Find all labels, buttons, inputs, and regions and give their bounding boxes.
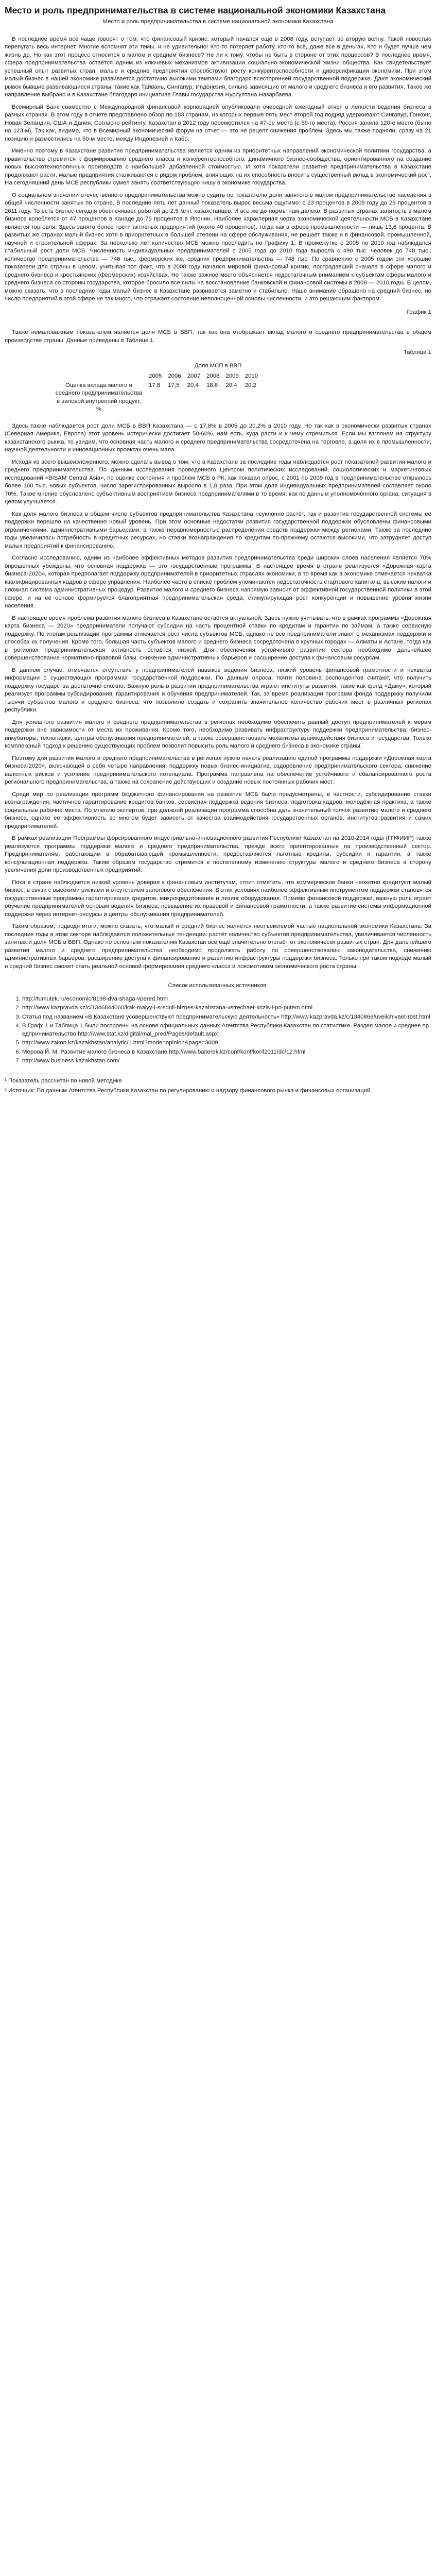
- footnote: ¹ Показатель рассчитан по новой методике: [5, 1077, 122, 1084]
- reference-item[interactable]: 1. http://tumutek.ru/economic/8198-dva-shaga-vpered.html: [22, 995, 431, 1004]
- table-value-cell: 17,8: [149, 382, 161, 388]
- table-value-cell: 20,2: [245, 382, 256, 388]
- table-year-cell: 2008: [206, 373, 220, 379]
- reference-item[interactable]: 5. http://www.zakon.kz/kazakhstan/analytic/1.html?mode=opinion&page=3009: [22, 1039, 431, 1047]
- table-year-cell: 2005: [149, 373, 162, 379]
- gdp-share-table: [52, 372, 261, 414]
- body-paragraph: Таким образом, подводя итоги, можно сказать, что малый и средний бизнес является неотъемлемой частью национальной экономики Казахстана. За последние годы в этом секторе наблюдаются положительные тенденции: растёт количество субъектов предпринимательства, увеличивается численность занятых и доля МСБ в ВВП. Однако по основным показателям Казахстан всё ещё значительно отстаёт от экономически развитых стран. Для дальнейшего развития малого и среднего предпринимательства необходимо продолжать работу по совершенствованию законодательства, снижению административных барьеров, расширению доступа к финансированию и развитию инфраструктуры поддержки бизнеса. Только при таком подходе малый и средний бизнес сможет стать реальной основой формирования среднего класса и локомотивом экономического роста страны.: [5, 923, 431, 970]
- body-paragraph: Исходя из всего вышеизложенного, можно сделать вывод о том, что в Казахстане за последние годы наблюдается рост показателей развития малого и среднего предпринимательства. По данным исследования проведённого Центром политических исследований, социологических и маркетинговых исследований «BISAM Central Asia», по оценке состояния и проблем МСБ в РК, как показал опрос, с 2001 по 2009 год в предпринимательстве открылось более 100 тыс. новых субъектов, число зарегистрированных выросло в 1,8 раза. При этом доля индивидуальных предпринимателей составляет около 70%. Такое мнение обусловлено субъективным восприятием бизнеса предпринимателями в то время, как по данным уполномоченного органа, ситуация в целом улучшается.: [5, 459, 431, 505]
- body-paragraph: В рамках реализации Программы форсированного индустриально-инновационного развития Республики Казахстан на 2010-2014 годы (ГПФИИР) также реализуются программы поддержки малого и среднего предпринимательства, прежде всего ориентированные на производственный сектор. Предпринимателям, работающим в обрабатывающей промышленности, предоставляются льготные кредиты, субсидии и гарантии, а также консультационная поддержка. Таким образом государство стремится к постепенному изменению структуры малого и среднего бизнеса в сторону увеличения доли производственных предприятий.: [5, 835, 431, 873]
- references-heading: Список использованных источников:: [168, 982, 268, 989]
- table-row: [52, 381, 261, 414]
- body-section-a: [5, 36, 431, 303]
- body-section-c: [5, 422, 431, 971]
- body-section-b: [5, 329, 431, 345]
- reference-item[interactable]: 4. В Граф: 1 и Таблица 1 были построены на основе официальных данных Агентства Республики Казахстан по статистике. Раздел малое и среднее предпринимательство http://www.stat.kz/digital/mal_pred/Pages/default.aspx: [22, 1022, 431, 1038]
- table-year-cell: 2007: [187, 373, 201, 379]
- table-value-cell: 20,4: [187, 382, 199, 388]
- body-paragraph: Пока в стране наблюдается низкий уровень доверия к финансовым институтам, стоит отметить, что коммерческие банки неохотно кредитуют малый бизнес, в связи с высокими рисками и отсутствием залогового обеспечения. В этих условиях наиболее эффективным инструментом поддержки становятся государственные программы гарантирования кредитов, микрокредитование и лизинг оборудования. Помимо финансовой поддержки, важную роль играет обучение предпринимателей основам ведения бизнеса, повышение их правовой и финансовой грамотности, а также развитие системы информационной поддержки через интернет-ресурсы и центры обслуживания предпринимателей.: [5, 879, 431, 918]
- body-paragraph: Как доля малого бизнеса в общем числе субъектов предпринимательства Казахстана неуклонно растёт, так и развитие государственной системы её поддержки перешло на качественно новый уровень. При этом основные недостатки развития государственной поддержки обусловлены финансовыми ограничениями, административными барьерами, а также неравномерностью распределения средств поддержки между регионами. Также за последние годы увеличилась потребность в кредитных ресурсах, но ставки вознаграждения по кредитам по-прежнему остаются высокими, что затрудняет доступ малых предприятий к финансированию.: [5, 511, 431, 549]
- references-list: [5, 995, 431, 1065]
- table-corner-cell: [52, 372, 146, 381]
- body-paragraph: Именно поэтому в Казахстане развитие предпринимательства является одним из приоритетных направлений экономической политики государства, а правительство стремится к формированию среднего класса и конкурентоспособного, динамичного бизнес-сообщества, ориентированного на создание новых высокотехнологичных производств с наибольшей добавленной стоимостью. И хотя показатели развития предпринимательства в Казахстане продолжают расти, малые предприятия сталкиваются с рядом проблем, влияющих на их способность вносить существенный вклад в экономический рост. На сегодняшний день МСБ республики сумел занять соответствующую нишу в экономике государства.: [5, 148, 431, 186]
- table-year-cell: 2010: [245, 373, 258, 379]
- chart-caption: График 1: [406, 309, 431, 315]
- table-year-cell: 2006: [168, 373, 181, 379]
- body-paragraph: В настоящее время проблема развития малого бизнеса в Казахстане остаётся актуальной. Здесь нужно учитывать, что в рамках программы «Дорожная карта бизнеса — 2020» предприниматели получают субсидии на часть процентной ставки по кредитам и гарантии по займам, а также сервисную поддержку. По итогам реализации программы отмечается рост числа субъектов МСБ, однако не все предприниматели знают о механизмах поддержки и способах их получения. Кроме того, большая часть субъектов малого и среднего бизнеса сосредоточена в крупных городах — Алматы и Астане, тогда как в регионах предпринимательская активность остаётся низкой. Для обеспечения устойчивого развития сектора необходимо дальнейшее совершенствование нормативно-правовой базы, снижение административных барьеров и расширение доступа к финансовым ресурсам.: [5, 615, 431, 661]
- body-paragraph: Для успешного развития малого и среднего предпринимательства в регионах необходимо обеспечить равный доступ предпринимателей к мерам поддержки вне зависимости от места их проживания. Кроме того, необходимо развивать инфраструктуру поддержки предпринимательства: бизнес-инкубаторы, технопарки, центры обслуживания предпринимателей, а также совершенствовать механизмы взаимодействия бизнеса и государства. Только комплексный подход к решению существующих проблем позволит повысить роль малого и среднего бизнеса в экономике страны.: [5, 719, 431, 749]
- reference-item[interactable]: 3. Статья под названием «В Казахстане усовершенствуют предпринимательскую деятельность» http://www.kazpravda.kz/c/1340866/uvelichivaet-rost.html: [22, 1013, 431, 1022]
- table-value-cell: 17,5: [168, 382, 180, 388]
- body-paragraph: В последнее время все чаще говорят о том, что финансовый кризис, который начался ещё в 2008 году, вступает во вторую волну. Такой новостью перепугать весь интернет. Многие вспомнят эти темы, и не удивительно! Кто-то потеряет работу, кто-то всё, даже все в деньгах, Кто и будет лучше чем жизнь до. Но как этот процесс относится в малом и среднем бизнесе? Не ли к тому, чтобы не быть в стороне от этих процессов? В последнее время, сфера предпринимательства остаётся одним из ключевых механизмов активизации социально-экономической жизни общества. Как свидетельствует успешный опыт развитых стран, малые и средние предприятия способствуют росту конкурентоспособности и диверсификации экономики. При этом малый бизнес в нашей экономике развивается достаточно высокими темпами благодаря всесторонней государственной поддержке. Дают экономический рывок бывшие развивающиеся страны, такие как Тайвань, Сингапур, Индонезия, сильно зависящие от малого и среднего бизнеса и его развития. Такое же направление выбрано и в Казахстане благодаря инициативе Главы государства Нурсултана Назарбаева.: [5, 36, 431, 98]
- table-row-label: Оценка вклада малого и среднего предпринимательства в валовой внутренний продукт, %: [55, 382, 143, 412]
- table-year-cell: 2009: [225, 373, 239, 379]
- body-paragraph: Согласно исследованию, одним из наиболее эффективных методов развития предпринимательства среди широких слоёв населения является 70% опрошенных убеждены, что основная поддержка — это государственные программы. В настоящее время в стране реализуется «Дорожная карта бизнеса-2020», которая предполагает поддержку предпринимателей в приоритетных отраслях экономики, в то время как в экономике отмечается нехватка квалифицированных кадров в сфере управления. Наиболее часто в списке проблем упоминаются недостаточность стартового капитала, высокие налоги и сложная система административных процедур. Развитие малого и среднего бизнеса напрямую зависит от эффективной государственной политики в этой сфере, и на её основе формируется благоприятная предпринимательская среда, стимулирующая рост конкуренции и повышение уровня жизни населения.: [5, 555, 431, 609]
- body-paragraph: Поэтому для развития малого и среднего предпринимательства в регионах нужно начать реализацию единой программы поддержки «Дорожная карта бизнеса-2020», включающей в себя четыре направления: поддержку новых бизнес-инициатив, оздоровление предпринимательского сектора, снижение валютных рисков и усиление предпринимательского потенциала. Программа направлена на обеспечение устойчивого и сбалансированного роста регионального предпринимательства, а также на сохранение действующих и создание новых постоянных рабочих мест.: [5, 755, 431, 785]
- table-header-row: [52, 372, 261, 381]
- body-paragraph: Среди мер по реализации программ бюджетного финансирования на развитие МСБ были предусмотрены, в частности, субсидирование ставки вознаграждения, частичное гарантирование кредитов банков, сервисная поддержка ведения бизнеса, подготовка кадров, молодёжная практика, а также социальные рабочие места. По мнению экспертов, при должной реализации программа способна дать значительный толчок развитию малого и среднего бизнеса, однако её эффективность во многом будет зависеть от качества взаимодействия государственных органов, институтов развития и самих предпринимателей.: [5, 791, 431, 829]
- footnote: ² Источник: По данным Агентства Республики Казахстан по регулированию и надзору финансового рынка и финансовых организаций.: [5, 1088, 372, 1094]
- table-value-cell: 20,4: [225, 382, 237, 388]
- reference-item[interactable]: 7. http://www.business.kazakhstan.com/: [22, 1057, 431, 1065]
- article-page: [0, 0, 436, 1118]
- table-title: Доля МСП в ВВП: [194, 362, 242, 369]
- footnotes: [5, 1077, 431, 1095]
- body-paragraph: Всемирный Банк совместно с Международной финансовой корпорацией опубликовали очередной ежегодный отчет о легкости ведения бизнеса в разных странах. В этом году в отчете представлено обзор по 183 странам, из которых первые пять мест второй год подряд удерживают Сингапур, Гонконг, Новая Зеландия, США и Дания. Согласно рейтингу, Казахстан в 2012 году переместился на 47-ое место (с 59-го места), Россия заняла 120-е место (было на 123-м), Так как, видимо, что в Всемирный экономический форум на отчет — это не рецепт снижения проблем. Здесь мы также подняли, сразу на 21 позицию и разместились на 50-м месте, между Индонезией и Кабо.: [5, 104, 431, 142]
- table-value-cell: 18,6: [206, 382, 218, 388]
- table-caption: Таблица 1: [403, 349, 431, 355]
- body-paragraph: В данном случае, отмечается отсутствие у предпринимателей навыков ведения бизнеса, низкий уровень финансовой грамотности и нехватка информации о существующих программах государственной поддержки. По данным опроса, почти половина респондентов считают, что получить поддержку государства достаточно сложно. Важную роль в развитии предпринимательства играют институты развития, такие как фонд «Даму», который реализует программы субсидирования, гарантирования и обучения предпринимателей. Так, за время реализации программ фонда поддержку получили тысячи субъектов малого и среднего бизнеса, что позволило создать и сохранить значительное количество рабочих мест в различных регионах республики.: [5, 667, 431, 713]
- body-paragraph: Здесь также наблюдается рост доли МСБ в ВВП Казахстана — с 17,8% в 2005 до 20,2% в 2010 году. Но так как в экономически развитых странах (Северная Америка, Европа) этот уровень истерически достигает 50-60%, нам есть, куда расти и к чему стремиться. Если мы взглянем на структуру казахстанского рынка, то увидим, что основная часть малого и среднего предпринимательства сосредоточена на торговле, а доля их в промышленности, научной деятельности и инновационных проектах очень мала.: [5, 422, 431, 453]
- body-paragraph: Также немаловажным показателем является доля МСБ в ВВП, так как она отображает вклад малого и среднего предпринимательства в общем производстве страны. Данные приведены в Таблице 1.: [5, 329, 431, 344]
- article-subtitle: Место и роль предпринимательства в системе национальной экономики Казахстана: [102, 19, 334, 25]
- article-title: Место и роль предпринимательства в системе национальной экономики Казахстана: [5, 5, 386, 15]
- body-paragraph: О социальном значении отечественного предпринимательства можно судить по показателю доли занятого в малом предпринимательстве населения в общей численности занятых по стране. В последние пять лет данный показатель вырос весьма ощутимо: с 23 процентов в 2009 году до 29 процентов в 2011 году. То есть бизнес сегодня обеспечивает работой до 2,5 млн. казахстанцев. И все же до нормы нам далеко. В развитых странах занятость в малом бизнесе колеблется от 47 процентов в Канаде до 75 процентов в Японии. Наиболее характерная черта экономической деятельности МСБ в Казахстане является торговля. Здесь занято более трети активных предприятий (около 40 процентов), тогда как в сфере промышленности — лишь 13,6 процента. В развитых же странах малый бизнес хотя в приоритетных в большей степени на сфере обслуживания, не решает также и в финансовой, промышленной, научной и строительной сферах. За несколько лет количество МСБ можно проследить по Графику 1. В промежутке с 2005 по 2010 год наблюдался стабильный рост доли МСБ. Численность индивидуальных предпринимателей с 2005 года до 2010 года выросла с 490 тыс. человек до 748 тыс., количество предпринимательства — 746 тыс., фермерских же, средних предпринимательства — 748 тыс. По сравнению с 2005 годом эти хорошие показатели для страны в целом, учитывая тот факт, что в 2008 году начался мировой финансовый кризис, пострадавший сначала в сфере малого и среднего бизнеса и крестьянских (фермерских) хозяйствах. Но также важное место объясняется недостаточным вниманием к субъектам сферы малого и среднего бизнеса со стороны государства, которое бросило все силы на восстановление банковской и финансовой системы в 2008 — 2010 годы. В целом, можно сказать, что в последние годы малый бизнес в Казахстане развивается заметно и стабильно. Наше внимание обращено на средний бизнес, но число предприятий в этой сфере не так много, что отражает состояние неполноценной основы численности, и это решающим фактором.: [5, 192, 431, 302]
- reference-item[interactable]: 6. Мерова Й. М. Развитие малого бизнеса в Казахстане http://www.baiterek.kz/conf/konf/konf2011/dc/12.html: [22, 1048, 431, 1057]
- reference-item[interactable]: 2. http://www.kazpravda.kz/c/1346844060/kak-malyy-i-srednii-biznes-kazahstana-vstrechaet-krizis-i-po-putem.html: [22, 1004, 431, 1012]
